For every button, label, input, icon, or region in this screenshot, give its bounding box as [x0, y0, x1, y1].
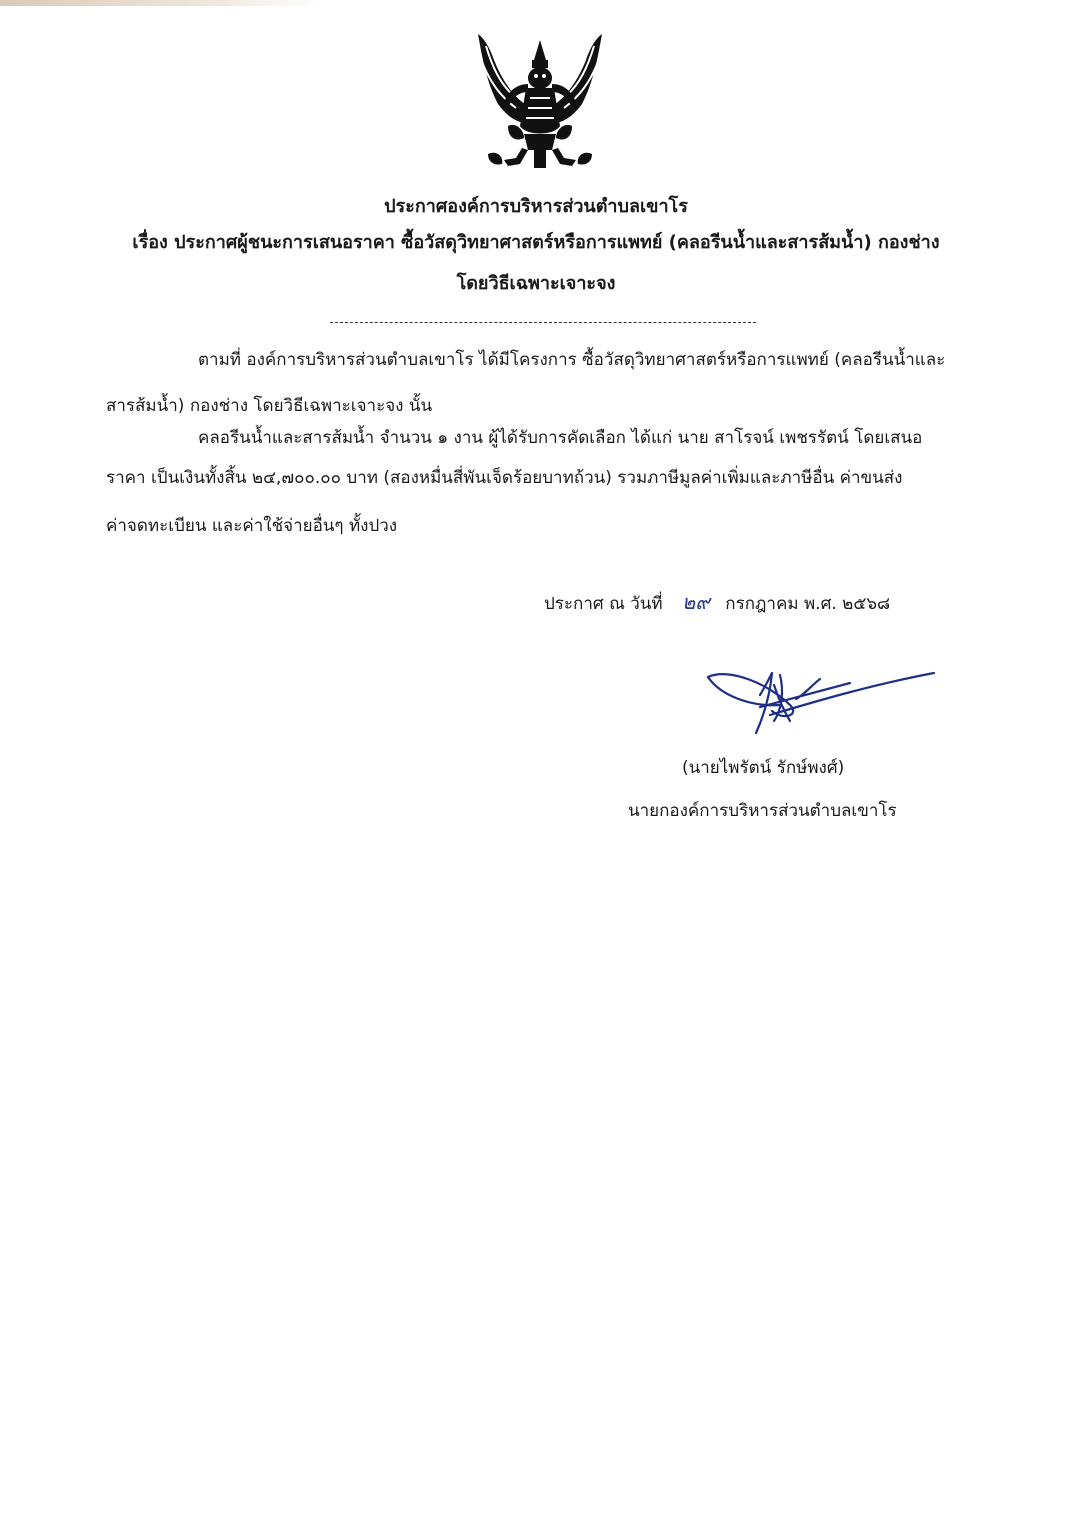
date-prefix: ประกาศ ณ วันที่ — [544, 594, 663, 614]
signatory-name: (นายไพรัตน์ รักษ์พงศ์) — [682, 758, 845, 778]
garuda-emblem-icon — [468, 26, 612, 176]
signatory-position: นายกองค์การบริหารส่วนตำบลเขาโร — [628, 801, 897, 821]
handwritten-signature-icon — [700, 655, 940, 745]
date-month-year: กรกฎาคม พ.ศ. ๒๕๖๘ — [725, 594, 891, 614]
paragraph2-line2: ราคา เป็นเงินทั้งสิ้น ๒๔,๗๐๐.๐๐ บาท (สองหมื่นสี่พันเจ็ดร้อยบาทถ้วน) รวมภาษีมูลค่าเพิ่มและภาษีอื่น ค่าขนส่ง — [106, 468, 903, 488]
date-day-handwritten: ๒๙ — [682, 590, 710, 614]
announcement-date — [544, 592, 890, 613]
announcement-title: ประกาศองค์การบริหารส่วนตำบลเขาโร — [384, 196, 688, 217]
header-divider — [330, 322, 756, 323]
paragraph1-line2: สารส้มน้ำ) กองช่าง โดยวิธีเฉพาะเจาะจง นั้น — [106, 396, 433, 416]
announcement-subject-line1: เรื่อง ประกาศผู้ชนะการเสนอราคา ซื้อวัสดุวิทยาศาสตร์หรือการแพทย์ (คลอรีนน้ำและสารส้มน้ำ) กองช่าง — [132, 232, 940, 253]
paragraph2-line1: คลอรีนน้ำและสารส้มน้ำ จำนวน ๑ งาน ผู้ได้รับการคัดเลือก ได้แก่ นาย สาโรจน์ เพชรรัตน์ โดยเสนอ — [198, 428, 923, 448]
paragraph1-line1: ตามที่ องค์การบริหารส่วนตำบลเขาโร ได้มีโครงการ ซื้อวัสดุวิทยาศาสตร์หรือการแพทย์ (คลอรีนน้ำและ — [198, 350, 946, 370]
announcement-subject-line2: โดยวิธีเฉพาะเจาะจง — [456, 273, 616, 294]
paragraph2-line3: ค่าจดทะเบียน และค่าใช้จ่ายอื่นๆ ทั้งปวง — [106, 516, 398, 536]
page-top-edge — [0, 0, 1072, 6]
